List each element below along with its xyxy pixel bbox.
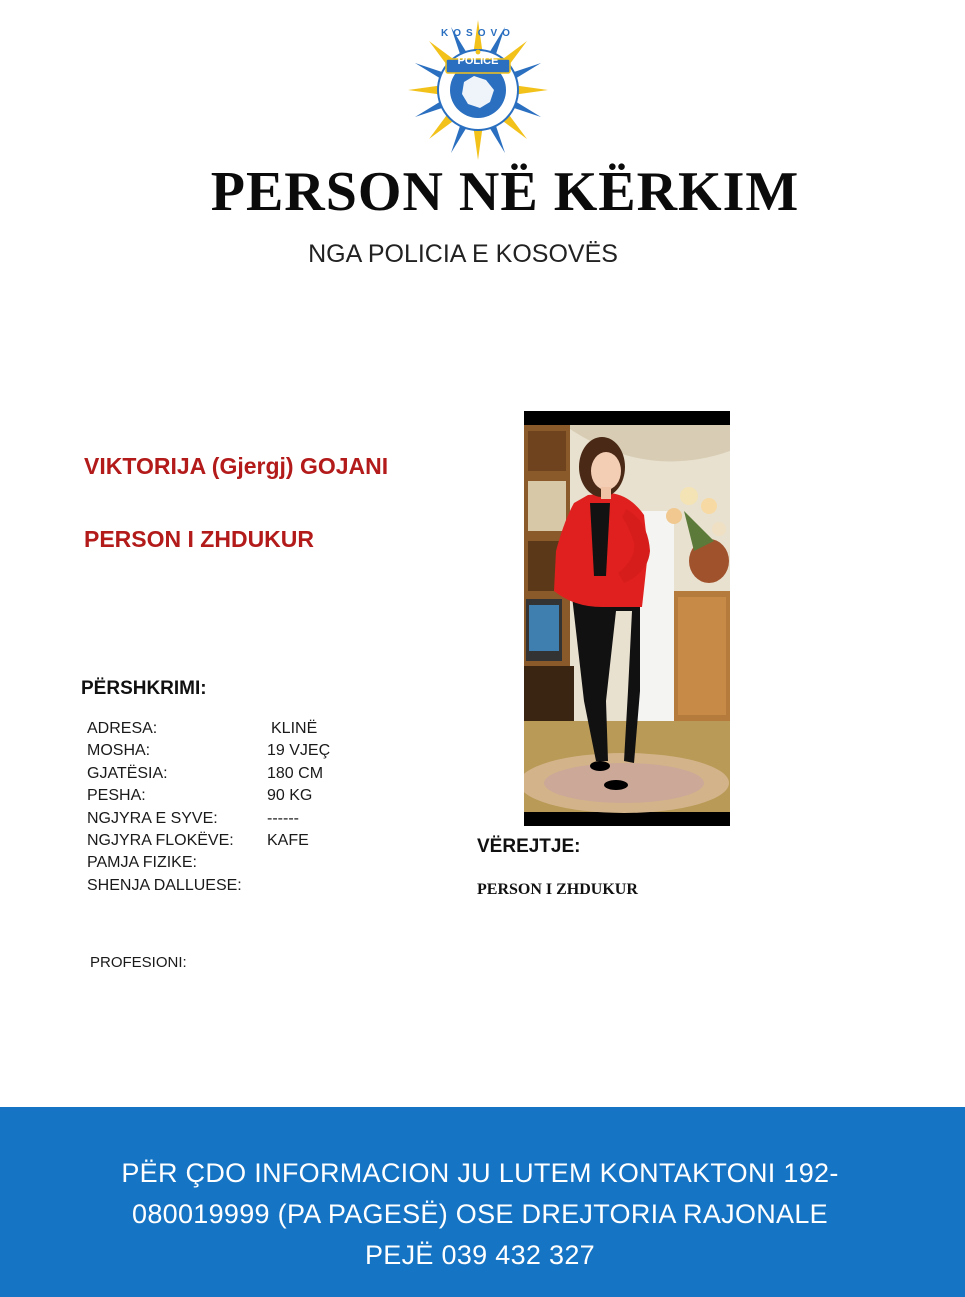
detail-label: MOSHA: <box>87 742 151 760</box>
kosovo-police-logo <box>404 14 552 160</box>
page-subtitle: NGA POLICIA E KOSOVËS <box>308 240 618 268</box>
notes-text: PERSON I ZHDUKUR <box>477 881 638 898</box>
detail-value: 90 KG <box>267 787 313 805</box>
description-heading: PËRSHKRIMI: <box>81 678 207 699</box>
page-title: PERSON NË KËRKIM <box>210 161 800 223</box>
detail-label: PESHA: <box>87 787 146 805</box>
logo-top-text: KOSOVO <box>441 28 515 39</box>
footer-line: 080019999 (PA PAGESË) OSE DREJTORIA RAJONALE <box>132 1199 828 1229</box>
person-status: PERSON I ZHDUKUR <box>84 526 315 552</box>
detail-value: KLINË <box>271 720 318 737</box>
police-star-icon <box>404 14 552 160</box>
detail-label: SHENJA DALLUESE: <box>87 876 242 894</box>
detail-value: KAFE <box>267 831 309 849</box>
detail-value: ------ <box>267 809 299 827</box>
logo-band-text: POLICE <box>457 55 499 67</box>
detail-label: NGJYRA FLOKËVE: <box>87 831 234 849</box>
footer-line: PËR ÇDO INFORMACION JU LUTEM KONTAKTONI 192- <box>121 1158 839 1188</box>
profession-label: PROFESIONI: <box>90 954 187 971</box>
footer-contact-text <box>0 1153 960 1276</box>
detail-label: NGJYRA E SYVE: <box>87 809 218 827</box>
detail-label: PAMJA FIZIKE: <box>87 854 197 872</box>
detail-label: ADRESA: <box>87 720 158 737</box>
detail-label: GJATËSIA: <box>87 764 168 782</box>
detail-value: 19 VJEÇ <box>267 742 331 760</box>
person-photo-image <box>524 411 730 826</box>
footer-line: PEJË 039 432 327 <box>365 1240 595 1270</box>
notes-heading: VËREJTJE: <box>477 836 581 857</box>
person-photo <box>524 411 730 826</box>
person-name: VIKTORIJA (Gjergj) GOJANI <box>84 453 389 479</box>
detail-value: 180 CM <box>267 764 324 782</box>
